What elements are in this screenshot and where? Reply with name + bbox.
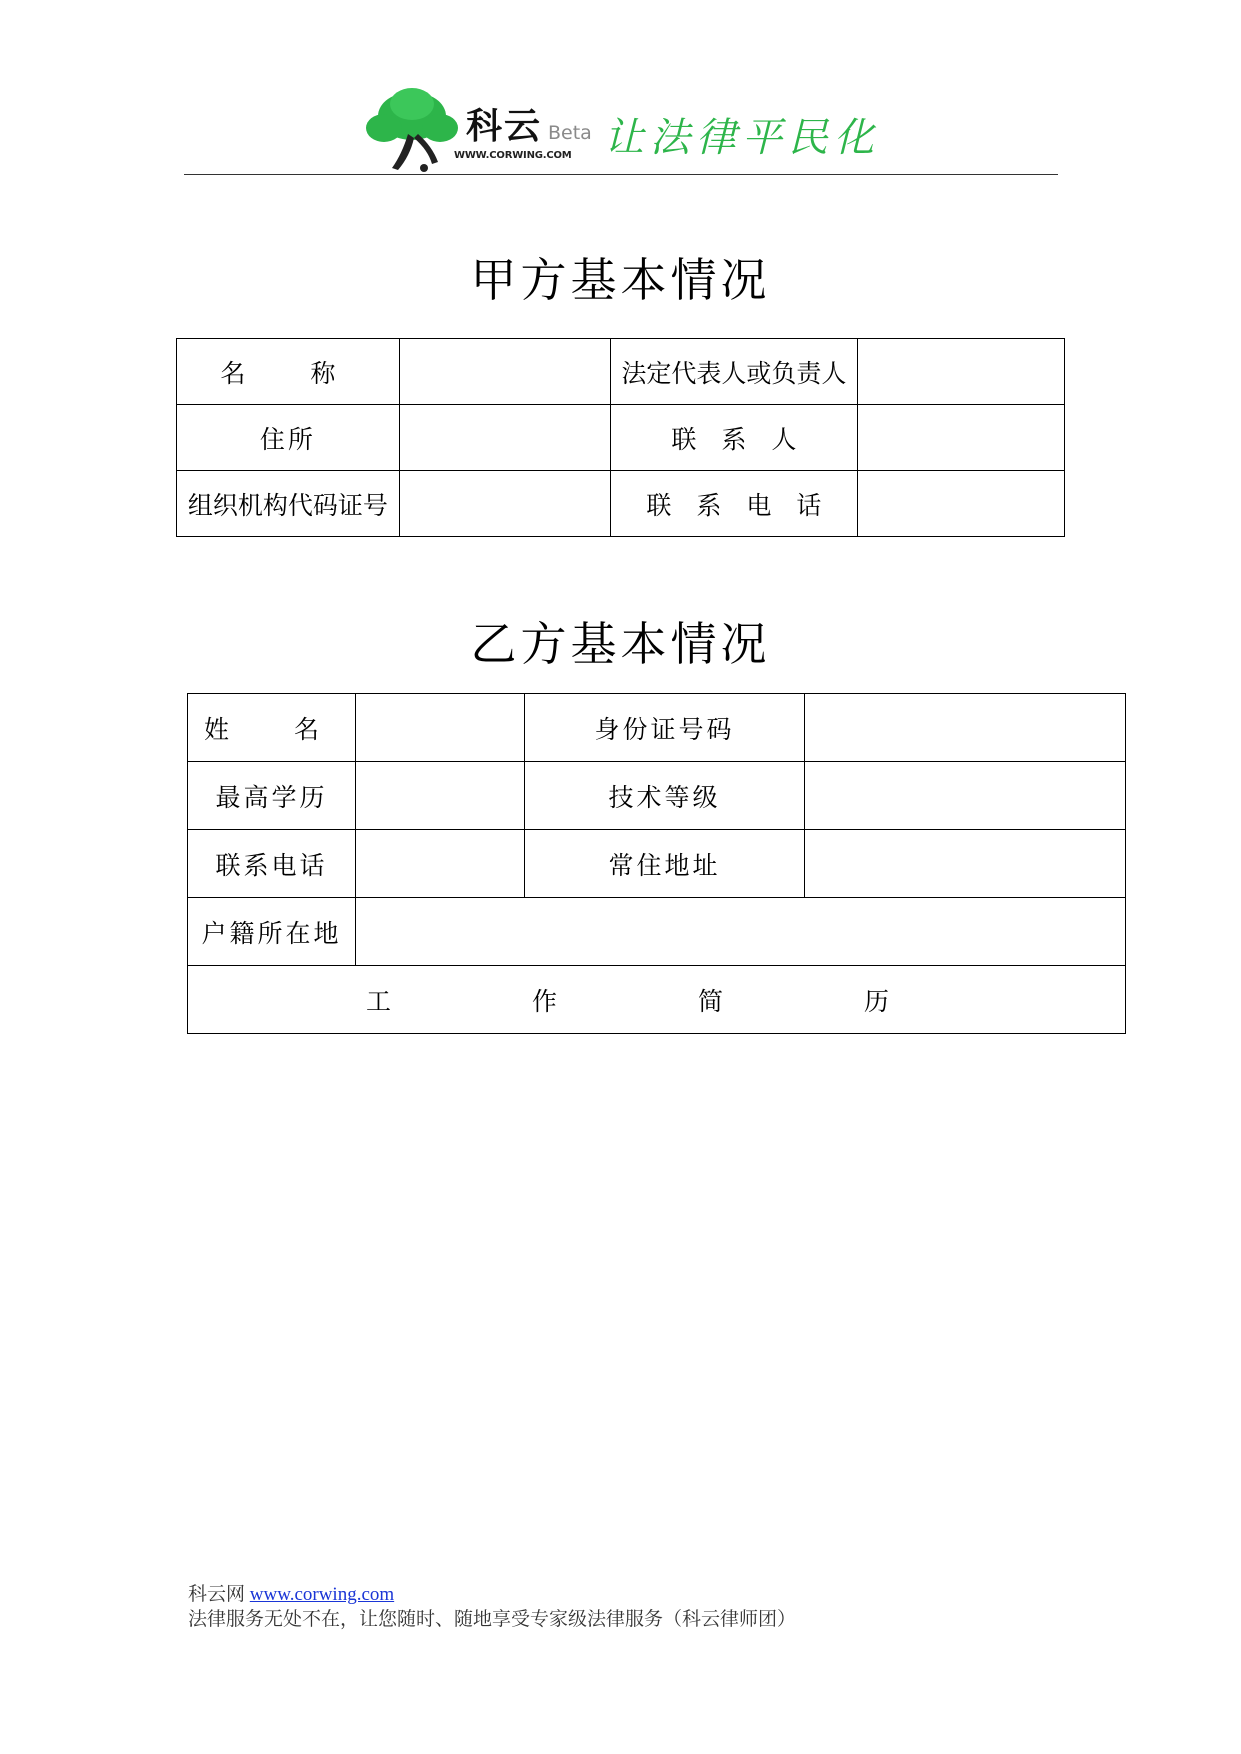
party-b-table	[187, 693, 1126, 1034]
page-footer	[188, 1582, 796, 1632]
table-row	[188, 694, 1126, 762]
header-divider	[184, 174, 1058, 175]
label-domicile: 户籍所在地	[188, 898, 356, 966]
value-skill-level[interactable]	[805, 762, 1126, 830]
footer-tagline: 法律服务无处不在，让您随时、随地享受专家级法律服务（科云律师团）	[188, 1609, 797, 1630]
label-residence: 常住地址	[524, 830, 805, 898]
logo-slogan: 让法律平民化	[604, 115, 880, 161]
label-skill-level: 技术等级	[524, 762, 805, 830]
label-education: 最高学历	[188, 762, 356, 830]
label-full-name: 姓 名	[188, 694, 356, 762]
value-residence[interactable]	[805, 830, 1126, 898]
table-row	[188, 898, 1126, 966]
value-legal-representative[interactable]	[858, 339, 1065, 405]
table-row	[177, 471, 1065, 537]
header-logo	[362, 84, 882, 176]
party-a-table	[176, 338, 1065, 537]
table-row	[177, 339, 1065, 405]
work-history-heading: 工 作 简 历	[188, 966, 1126, 1034]
value-name[interactable]	[399, 339, 610, 405]
table-row	[188, 762, 1126, 830]
label-address: 住所	[177, 405, 400, 471]
label-id-number: 身份证号码	[524, 694, 805, 762]
label-legal-representative: 法定代表人或负责人	[610, 339, 858, 405]
value-address[interactable]	[399, 405, 610, 471]
label-phone: 联系电话	[188, 830, 356, 898]
value-education[interactable]	[355, 762, 524, 830]
logo-beta-label: Beta	[548, 122, 592, 144]
value-id-number[interactable]	[805, 694, 1126, 762]
label-contact-phone: 联 系 电 话	[610, 471, 858, 537]
label-org-code: 组织机构代码证号	[177, 471, 400, 537]
value-contact-person[interactable]	[858, 405, 1065, 471]
value-phone[interactable]	[355, 830, 524, 898]
table-row	[188, 830, 1126, 898]
value-full-name[interactable]	[355, 694, 524, 762]
tree-logo-icon	[362, 84, 462, 176]
footer-site-link[interactable]: www.corwing.com	[249, 1584, 395, 1605]
footer-site-line	[188, 1582, 796, 1607]
party-b-title: 乙方基本情况	[470, 617, 771, 671]
table-row	[188, 966, 1126, 1034]
footer-site-name: 科云网	[188, 1584, 246, 1605]
party-a-title: 甲方基本情况	[470, 253, 771, 307]
label-contact-person: 联 系 人	[610, 405, 858, 471]
value-domicile[interactable]	[355, 898, 1125, 966]
logo-brand-text: 科云	[466, 106, 543, 147]
table-row	[177, 405, 1065, 471]
value-org-code[interactable]	[399, 471, 610, 537]
value-contact-phone[interactable]	[858, 471, 1065, 537]
logo-url-text: WWW.CORWING.COM	[454, 150, 572, 161]
label-name: 名 称	[177, 339, 400, 405]
